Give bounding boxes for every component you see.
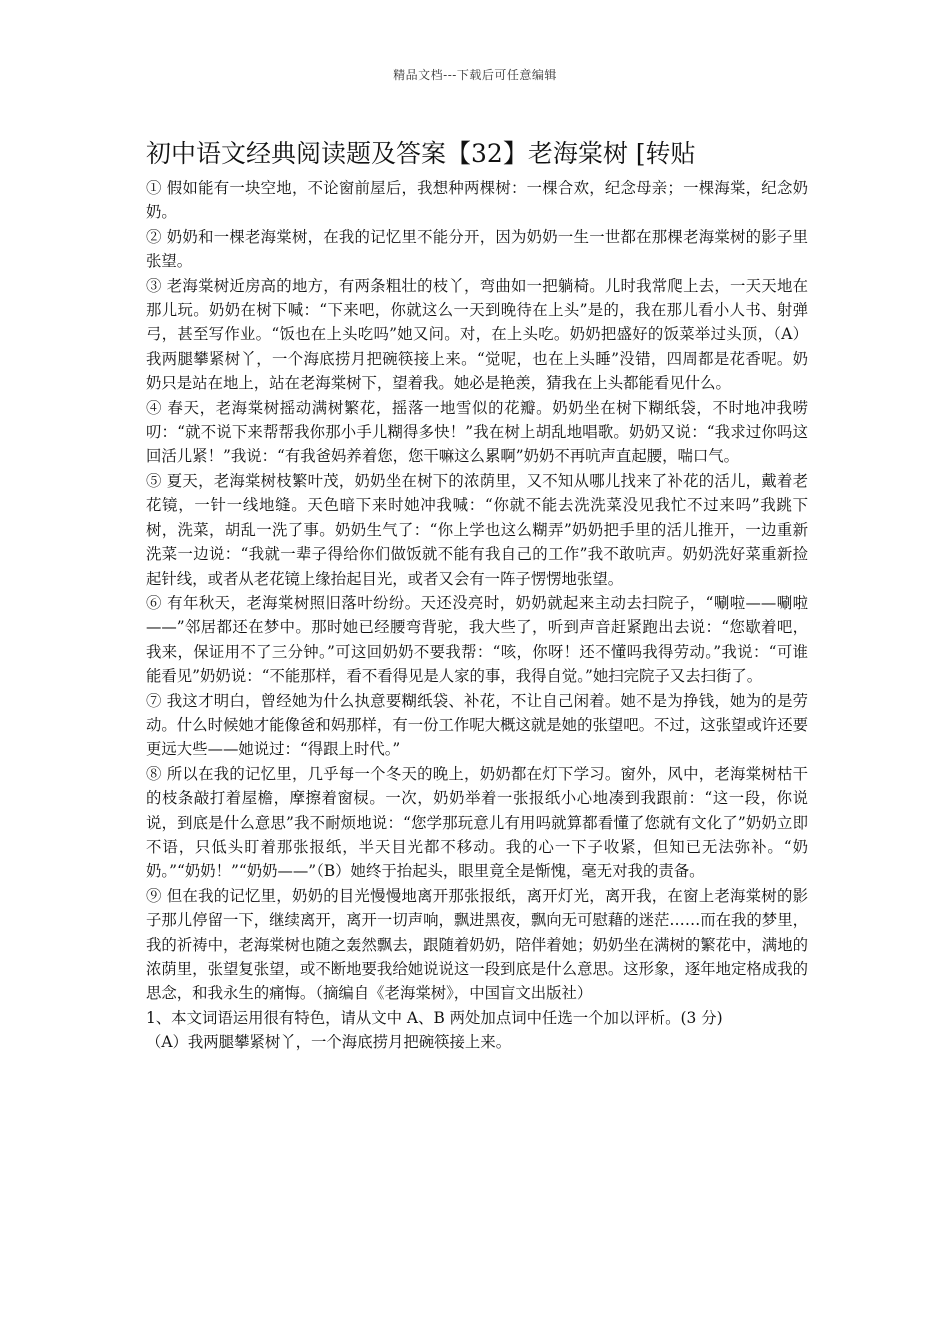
paragraph-7: ⑦ 我这才明白，曾经她为什么执意要糊纸袋、补花，不让自己闲着。她不是为挣钱，她为的是劳动。什么时候她才能像爸和妈那样，有一份工作呢大概这就是她的张望吧。不过，这张望或许还要更远大些——她说过：“得跟上时代。” <box>146 691 808 759</box>
paragraph-4: ④ 春天，老海棠树摇动满树繁花，摇落一地雪似的花瓣。奶奶坐在树下糊纸袋，不时地冲我唠叨：“就不说下来帮帮我你那小手儿糊得多快！”我在树上胡乱地唱歌。奶奶又说：“我求过你吗这回活儿紧！”我说：“有我爸妈养着您，您干嘛这么累啊”奶奶不再吭声直起腰，喘口气。 <box>146 398 808 466</box>
question-1: 1、本文词语运用很有特色，请从文中 A、B 两处加点词中任选一个加以评析。(3 分) <box>146 1008 723 1027</box>
paragraph-1: ① 假如能有一块空地，不论窗前屋后，我想种两棵树：一棵合欢，纪念母亲；一棵海棠，纪念奶奶。 <box>146 179 808 222</box>
paragraph-2: ② 奶奶和一棵老海棠树，在我的记忆里不能分开，因为奶奶一生一世都在那棵老海棠树的影子里张望。 <box>146 227 808 271</box>
article-title: 初中语文经典阅读题及答案【32】老海棠树 [转贴 <box>146 139 696 168</box>
paragraph-5: ⑤ 夏天，老海棠树枝繁叶茂，奶奶坐在树下的浓荫里，又不知从哪儿找来了补花的活儿，戴着老花镜，一针一线地缝。天色暗下来时她冲我喊：“你就不能去洗洗菜没见我忙不过来吗”我跳下树，洗菜，胡乱一洗了事。奶奶生气了：“你上学也这么糊弄”奶奶把手里的活儿推开，一边重新洗菜一边说：“我就一辈子得给你们做饭就不能有我自己的工作”我不敢吭声。奶奶洗好菜重新捡起针线，或者从老花镜上缘抬起目光，或者又会有一阵子愣愣地张望。 <box>146 471 808 588</box>
article-body <box>146 176 808 1055</box>
paragraph-9: ⑨ 但在我的记忆里，奶奶的目光慢慢地离开那张报纸，离开灯光，离开我，在窗上老海棠树的影子那儿停留一下，继续离开，离开一切声响，飘进黑夜，飘向无可慰藉的迷茫……而在我的梦里，我的祈祷中，老海棠树也随之轰然飘去，跟随着奶奶，陪伴着她；奶奶坐在满树的繁花中，满地的浓荫里，张望复张望，或不断地要我给她说说这一段到底是什么意思。这形象，逐年地定格成我的思念，和我永生的痛悔。（摘编自《老海棠树》，中国盲文出版社） <box>146 886 808 1003</box>
paragraph-8: ⑧ 所以在我的记忆里，几乎每一个冬天的晚上，奶奶都在灯下学习。窗外，风中，老海棠树枯干的枝条敲打着屋檐，摩擦着窗棂。一次，奶奶举着一张报纸小心地凑到我跟前：“这一段，你说说，到底是什么意思”我不耐烦地说：“您学那玩意儿有用吗就算都看懂了您就有文化了”奶奶立即不语，只低头盯着那张报纸，半天目光都不移动。我的心一下子收紧，但知已无法弥补。“奶奶。”“奶奶！”“奶奶——”（B）她终于抬起头，眼里竟全是惭愧，毫无对我的责备。 <box>146 764 808 881</box>
paragraph-6: ⑥ 有年秋天，老海棠树照旧落叶纷纷。天还没亮时，奶奶就起来主动去扫院子，“唰啦——唰啦——”邻居都还在梦中。那时她已经腰弯背驼，我大些了，听到声音赶紧跑出去说：“您歇着吧，我来，保证用不了三分钟。”可这回奶奶不要我帮：“咳，你呀！还不懂吗我得劳动。”我说：“可谁能看见”奶奶说：“不能那样，看不看得见是人家的事，我得自觉。”她扫完院子又去扫街了。 <box>146 593 808 686</box>
page-header: 精品文档---下载后可任意编辑 <box>393 68 557 82</box>
question-1-option-a: （A）我两腿攀紧树丫，一个海底捞月把碗筷接上来。 <box>146 1033 512 1052</box>
paragraph-3: ③ 老海棠树近房高的地方，有两条粗壮的枝丫，弯曲如一把躺椅。儿时我常爬上去，一天天地在那儿玩。奶奶在树下喊：“下来吧，你就这么一天到晚待在上头”是的，我在那儿看小人书、射弹弓，甚至写作业。“饭也在上头吃吗”她又问。对，在上头吃。奶奶把盛好的饭菜举过头顶，（A）我两腿攀紧树丫，一个海底捞月把碗筷接上来。“觉呢，也在上头睡”没错，四周都是花香呢。奶奶只是站在地上，站在老海棠树下，望着我。她必是艳羡，猜我在上头都能看见什么。 <box>146 276 808 393</box>
